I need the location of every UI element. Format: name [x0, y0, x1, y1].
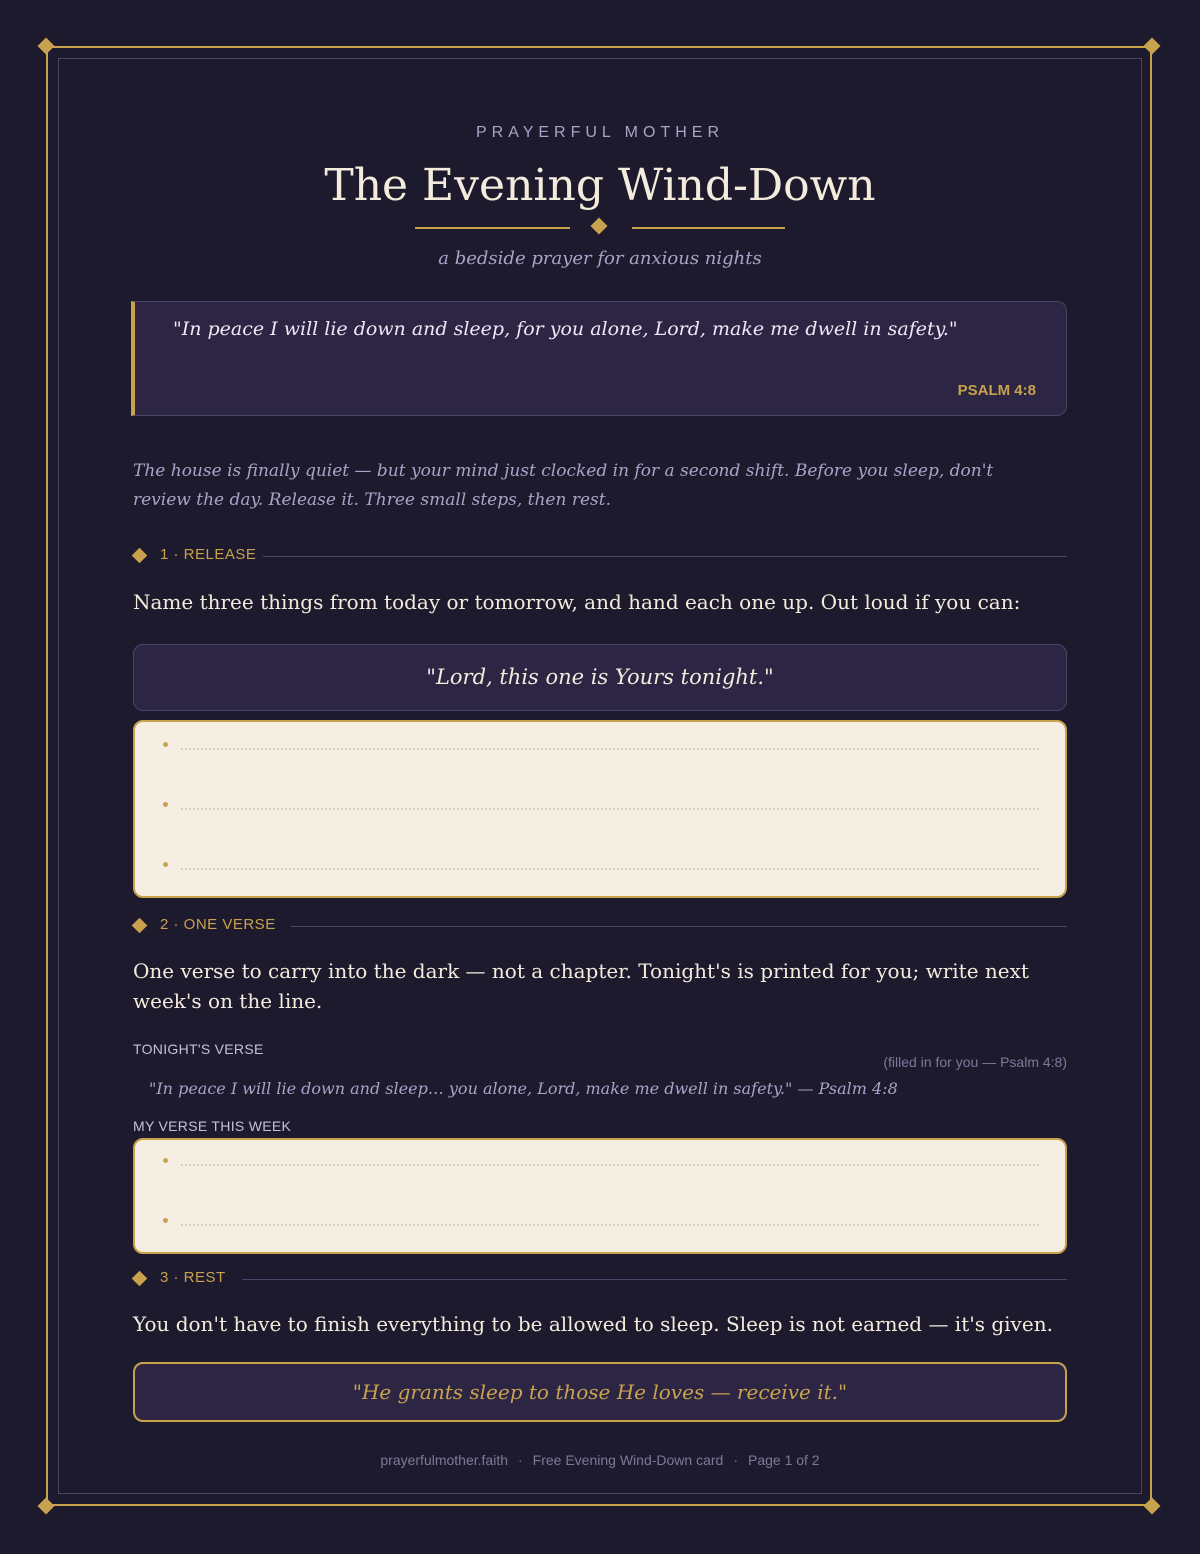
diamond-icon — [132, 1271, 148, 1287]
writing-line[interactable] — [163, 860, 1039, 872]
section-heading-one-verse — [133, 916, 1067, 936]
section-label: 3 · REST — [160, 1269, 226, 1286]
diamond-icon — [132, 548, 148, 564]
footer-page-number: Page 1 of 2 — [747, 1452, 820, 1468]
writing-line[interactable] — [163, 740, 1039, 752]
footer-site: prayerfulmother.faith — [380, 1452, 508, 1468]
page-title: The Evening Wind-Down — [324, 160, 876, 211]
section-body: You don't have to finish everything to be allowed to sleep. Sleep is not earned — it's given. — [133, 1312, 1053, 1336]
footer-card-name: Free Evening Wind-Down card — [532, 1452, 724, 1468]
title-rule-right — [632, 227, 785, 229]
section-divider — [242, 1279, 1067, 1280]
release-writing-box — [133, 720, 1067, 898]
section-heading-release — [133, 546, 1067, 566]
closing-blessing: "He grants sleep to those He loves — receive it." — [133, 1362, 1067, 1422]
footer: prayerfulmother.faith · Free Evening Wind-Down card · Page 1 of 2 — [380, 1452, 820, 1468]
hero-quote-reference: PSALM 4:8 — [957, 382, 1036, 399]
prayer-box: "Lord, this one is Yours tonight." — [133, 644, 1067, 711]
tonight-verse-text: "In peace I will lie down and sleep… you alone, Lord, make me dwell in safety." — Psalm 4:8 — [149, 1079, 898, 1098]
verse-writing-box — [133, 1138, 1067, 1254]
tonight-verse-note: (filled in for you — Psalm 4:8) — [883, 1054, 1067, 1070]
section-divider — [291, 926, 1067, 927]
section-body: Name three things from today or tomorrow, and hand each one up. Out loud if you can: — [133, 590, 1021, 614]
writing-line[interactable] — [163, 1216, 1039, 1228]
page-subtitle: a bedside prayer for anxious nights — [438, 248, 762, 269]
section-label: 1 · RELEASE — [160, 546, 257, 563]
title-rule-left — [415, 227, 570, 229]
hero-quote-text: "In peace I will lie down and sleep, for you alone, Lord, make me dwell in safety." — [173, 318, 958, 340]
diamond-icon — [132, 918, 148, 934]
hero-quote-card — [131, 301, 1067, 416]
tonight-verse-label: TONIGHT'S VERSE — [133, 1041, 264, 1057]
writing-line[interactable] — [163, 1156, 1039, 1168]
section-body: One verse to carry into the dark — not a chapter. Tonight's is printed for you; write next week's on the line. — [133, 959, 1029, 1013]
section-heading-rest — [133, 1269, 1067, 1289]
section-label: 2 · ONE VERSE — [160, 916, 276, 933]
writing-line[interactable] — [163, 800, 1039, 812]
intro-text: The house is finally quiet — but your mind just clocked in for a second shift. Before you sleep, don't review the day. Release it. Three small steps, then rest. — [133, 461, 994, 510]
brand-kicker: PRAYERFUL MOTHER — [475, 124, 724, 141]
section-divider — [263, 556, 1067, 557]
my-verse-label: MY VERSE THIS WEEK — [133, 1118, 292, 1134]
